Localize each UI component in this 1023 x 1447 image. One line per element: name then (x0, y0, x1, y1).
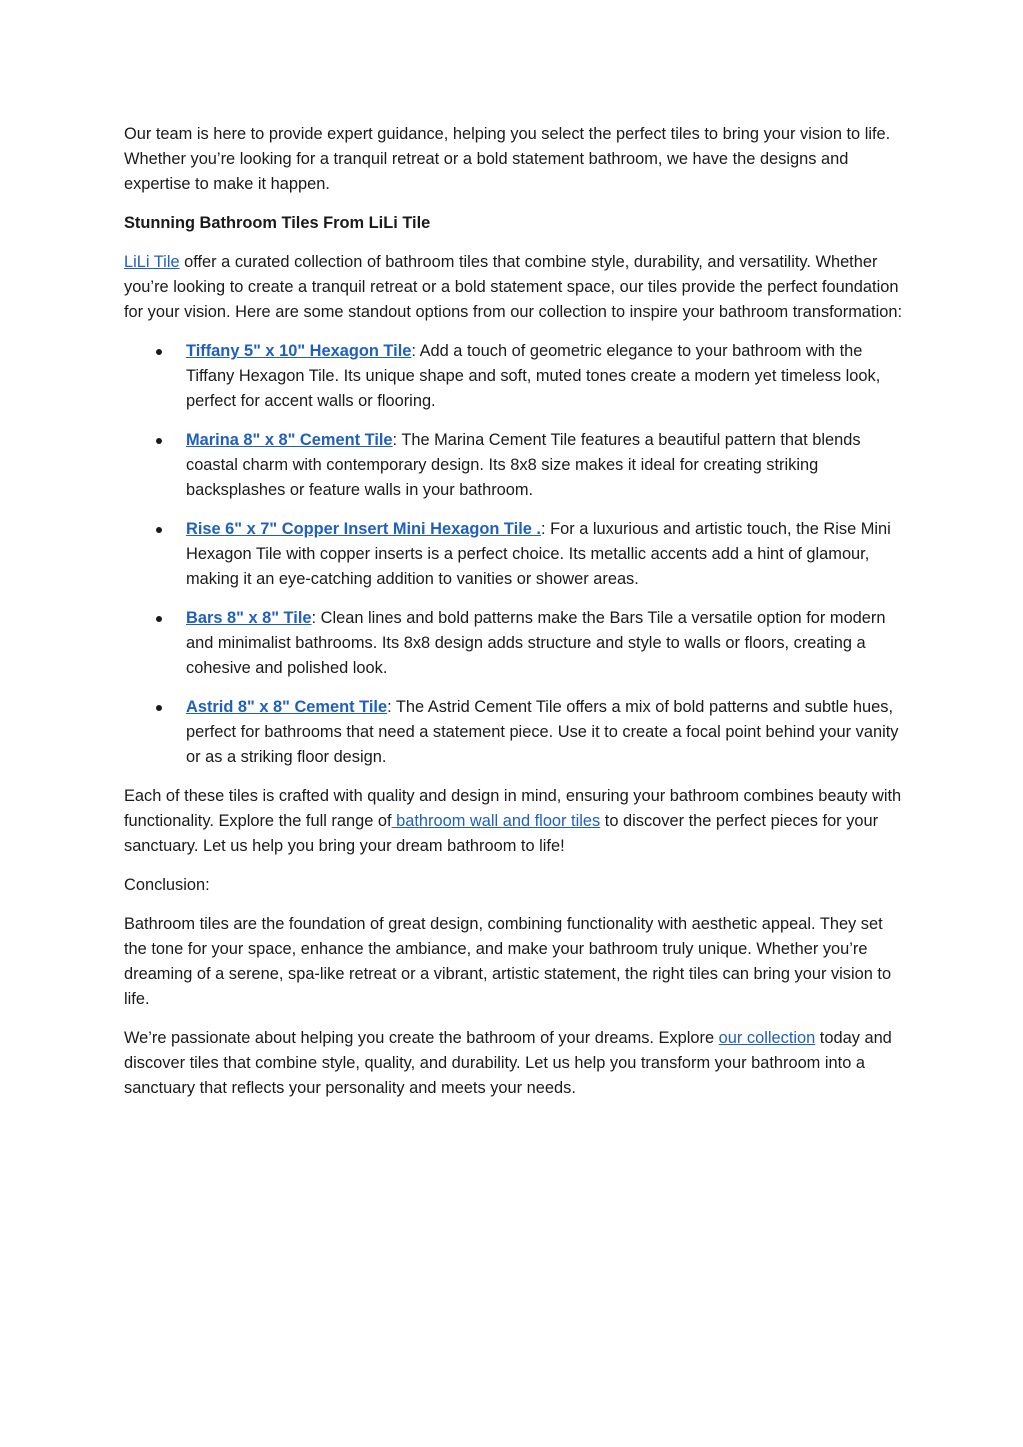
tile-link-astrid[interactable]: Astrid 8" x 8" Cement Tile (186, 698, 388, 716)
range-paragraph (124, 784, 902, 859)
intro-paragraph: Our team is here to provide expert guidance, helping you select the perfect tiles to bring your vision to life. Whether you’re looking for a tranquil retreat or a bold statement bathroom, we have the designs and expertise to make it happen. (124, 125, 891, 193)
tile-description: : For a luxurious and artistic touch, the Rise Mini Hexagon Tile with copper inserts is a perfect choice. Its metallic accents add a hint of glamour, making it an eye-catching addition to vanities or shower areas. (186, 520, 891, 588)
bullet-icon (156, 438, 162, 444)
list-item (124, 428, 902, 503)
lili-paragraph-text: offer a curated collection of bathroom tiles that combine style, durability, and versatility. Whether you’re looking to create a tranquil retreat or a bold statement space, our tiles provide the perfect foundation for your vision. Here are some standout options from our collection to inspire your bathroom transformation: (124, 253, 903, 321)
tile-description: : Clean lines and bold patterns make the Bars Tile a versatile option for modern and minimalist bathrooms. Its 8x8 design adds structure and style to walls or floors, creating a cohesive and polished look. (186, 609, 886, 677)
closing-text-before: We’re passionate about helping you create the bathroom of your dreams. Explore (124, 1029, 719, 1047)
closing-text-after: today and discover tiles that combine style, quality, and durability. Let us help you transform your bathroom into a sanctuary that reflects your personality and meets your needs. (124, 1029, 892, 1097)
list-item (124, 339, 902, 414)
tile-link-rise[interactable]: Rise 6" x 7" Copper Insert Mini Hexagon Tile . (186, 520, 541, 538)
lili-paragraph (124, 250, 902, 325)
our-collection-link[interactable]: our collection (718, 1029, 816, 1047)
bullet-icon (156, 349, 162, 355)
closing-paragraph (124, 1026, 902, 1101)
list-item (124, 606, 902, 681)
tile-link-bars[interactable]: Bars 8" x 8" Tile (186, 609, 312, 627)
list-item (124, 695, 902, 770)
tile-link-marina[interactable]: Marina 8" x 8" Cement Tile (186, 431, 393, 449)
section-heading: Stunning Bathroom Tiles From LiLi Tile (124, 214, 431, 232)
range-text-after: to discover the perfect pieces for your sanctuary. Let us help you bring your dream bathroom to life! (124, 812, 879, 855)
tile-description: : The Marina Cement Tile features a beautiful pattern that blends coastal charm with contemporary design. Its 8x8 size makes it ideal for creating striking backsplashes or feature walls in your bathroom. (186, 431, 861, 499)
conclusion-label: Conclusion: (124, 876, 210, 894)
conclusion-paragraph: Bathroom tiles are the foundation of great design, combining functionality with aesthetic appeal. They set the tone for your space, enhance the ambiance, and make your bathroom truly unique. Whether you’re dreaming of a serene, spa-like retreat or a vibrant, artistic statement, the right tiles can bring your vision to life. (124, 915, 892, 1008)
tile-list (124, 339, 902, 770)
list-item (124, 517, 902, 592)
bullet-icon (156, 527, 162, 533)
tile-description: : Add a touch of geometric elegance to your bathroom with the Tiffany Hexagon Tile. Its unique shape and soft, muted tones create a modern yet timeless look, perfect for accent walls or flooring. (186, 342, 881, 410)
tile-link-tiffany[interactable]: Tiffany 5" x 10" Hexagon Tile (186, 342, 412, 360)
bullet-icon (156, 705, 162, 711)
bullet-icon (156, 616, 162, 622)
tile-description: : The Astrid Cement Tile offers a mix of bold patterns and subtle hues, perfect for bathrooms that need a statement piece. Use it to create a focal point behind your vanity or as a striking floor design. (186, 698, 899, 766)
range-text-before: Each of these tiles is crafted with quality and design in mind, ensuring your bathroom combines beauty with functionality. Explore the full range of (124, 787, 902, 830)
document-body (124, 122, 902, 1115)
bathroom-tiles-link[interactable]: bathroom wall and floor tiles (391, 812, 601, 830)
lili-tile-link[interactable]: LiLi Tile (124, 253, 180, 271)
